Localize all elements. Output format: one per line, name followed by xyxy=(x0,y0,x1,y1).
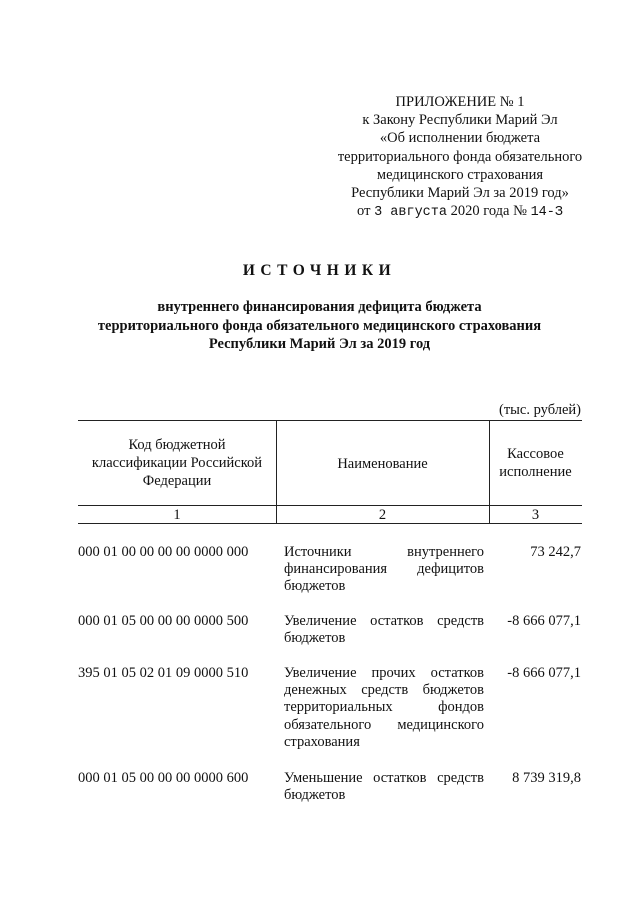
annex-block xyxy=(300,93,620,222)
annex-law-ref: к Закону Республики Марий Эл xyxy=(362,112,558,129)
column-number-1: 1 xyxy=(173,507,181,523)
row-3-name-line: территориальных фондов xyxy=(284,699,484,716)
header-amount-line-2: исполнение xyxy=(499,464,572,480)
document-subtitle xyxy=(0,298,639,354)
row-1-name xyxy=(284,544,484,596)
row-4-code: 000 01 05 00 00 00 0000 600 xyxy=(78,770,249,786)
row-2-name-last: бюджетов xyxy=(284,630,346,647)
header-code xyxy=(78,436,276,490)
document-title: ИСТОЧНИКИ xyxy=(242,262,397,279)
header-code-line-1: Код бюджетной xyxy=(128,437,226,453)
row-2-name xyxy=(284,613,484,647)
row-4-name-last: бюджетов xyxy=(284,787,346,804)
row-1-name-last: бюджетов xyxy=(284,578,346,595)
subtitle-line-3: Республики Марий Эл за 2019 год xyxy=(208,336,431,352)
row-3-name xyxy=(284,665,484,751)
header-code-line-2: классификации Российской xyxy=(91,455,263,471)
row-1-name-line: Источники внутреннего xyxy=(284,544,484,560)
row-3-amount: -8 666 077,1 xyxy=(507,665,581,681)
column-number-2: 2 xyxy=(378,507,387,523)
row-2-amount: -8 666 077,1 xyxy=(507,613,581,629)
row-1-amount: 73 242,7 xyxy=(530,544,581,560)
units-label: (тыс. рублей) xyxy=(499,402,581,418)
annex-law-title-2: территориального фонда обязательного xyxy=(337,148,583,165)
row-3-name-line: Увеличение прочих остатков xyxy=(284,665,484,681)
annex-law-number: 14-З xyxy=(530,205,563,221)
subtitle-line-1: внутреннего финансирования дефицита бюджета xyxy=(157,299,482,315)
row-1-code: 000 01 00 00 00 00 0000 000 xyxy=(78,544,249,560)
header-code-line-3: Федерации xyxy=(142,473,212,489)
header-name: Наименование xyxy=(337,456,428,472)
annex-law-title-3: медицинского страхования xyxy=(376,166,544,183)
row-1-name-line: финансирования дефицитов xyxy=(284,561,484,578)
row-3-name-line: обязательного медицинского xyxy=(284,716,484,733)
table-top-rule xyxy=(78,420,582,421)
column-number-3: 3 xyxy=(531,507,540,523)
row-3-code: 395 01 05 02 01 09 0000 510 xyxy=(78,665,249,681)
row-3-name-line: денежных средств бюджетов xyxy=(284,682,484,699)
row-4-name xyxy=(284,770,484,804)
row-4-amount: 8 739 319,8 xyxy=(512,770,581,786)
annex-date-line xyxy=(300,202,620,222)
annex-date-year: 2020 года № xyxy=(450,203,527,220)
annex-date-day-month: 3 августа xyxy=(374,205,447,221)
annex-title: ПРИЛОЖЕНИЕ № 1 xyxy=(395,94,525,110)
table-header-rule xyxy=(78,505,582,506)
header-amount xyxy=(489,445,582,481)
row-2-code: 000 01 05 00 00 00 0000 500 xyxy=(78,613,249,629)
annex-law-title-1: «Об исполнении бюджета xyxy=(379,130,541,147)
annex-law-title-4: Республики Марий Эл за 2019 год» xyxy=(351,185,569,202)
row-4-name-line: Уменьшение остатков средств xyxy=(284,770,484,786)
row-3-name-last: страхования xyxy=(284,733,360,750)
subtitle-line-2: территориального фонда обязательного медицинского страхования xyxy=(97,317,542,334)
row-2-name-line: Увеличение остатков средств xyxy=(284,613,484,629)
header-amount-line-1: Кассовое xyxy=(507,446,564,462)
annex-date-prefix: от xyxy=(357,203,371,220)
